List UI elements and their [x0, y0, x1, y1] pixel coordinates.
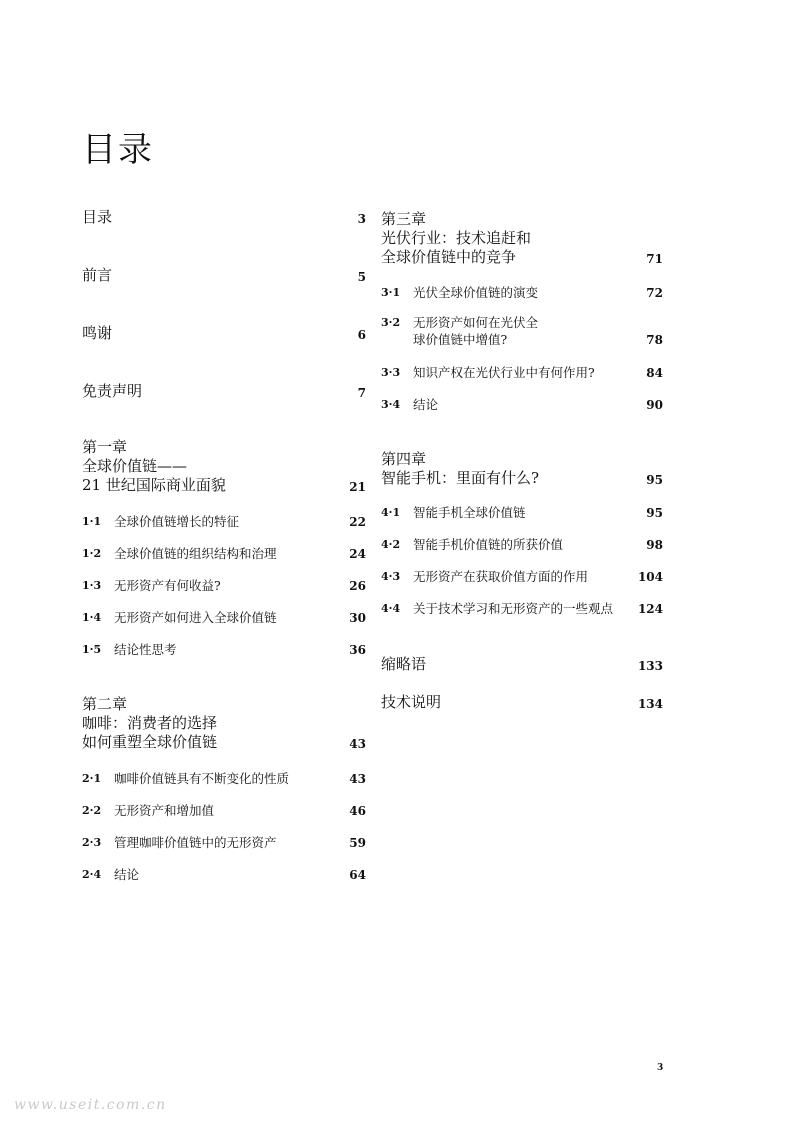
chapter-heading — [381, 210, 531, 267]
section-number: 2·2 — [82, 804, 102, 817]
section-title: 光伏全球价值链的演变 — [413, 285, 539, 300]
chapter-title-line: 21 世纪国际商业面貌 — [82, 476, 226, 494]
section-number: 1·2 — [82, 547, 102, 560]
toc-section-1-4[interactable] — [82, 608, 368, 626]
chapter-page: 95 — [646, 473, 663, 487]
section-page: 84 — [646, 366, 663, 380]
section-title: 无形资产有何收益? — [114, 578, 221, 593]
toc-section-2-2[interactable] — [82, 801, 368, 819]
section-number: 3·1 — [381, 286, 401, 299]
toc-entry-page: 3 — [357, 212, 366, 226]
chapter-title-line: 智能手机：里面有什么? — [381, 469, 540, 487]
section-number: 2·4 — [82, 868, 102, 881]
section-page: 104 — [637, 570, 663, 584]
section-title: 全球价值链的组织结构和治理 — [114, 546, 277, 561]
section-number: 1·4 — [82, 611, 102, 624]
toc-entry-acknowledgements[interactable] — [82, 323, 368, 343]
section-page: 24 — [349, 547, 366, 561]
chapter-label: 第三章 — [381, 210, 427, 228]
chapter-title-line: 咖啡：消费者的选择 — [82, 714, 218, 732]
toc-entry-label: 鸣谢 — [82, 324, 113, 342]
section-page: 72 — [646, 286, 663, 300]
chapter-title-line: 全球价值链—— — [82, 457, 188, 475]
section-page: 59 — [349, 836, 366, 850]
section-title: 无形资产在获取价值方面的作用 — [413, 569, 589, 584]
section-title: 知识产权在光伏行业中有何作用? — [413, 365, 595, 380]
toc-entry-preface[interactable] — [82, 265, 368, 285]
toc-section-1-2[interactable] — [82, 544, 368, 562]
chapter-page: 43 — [349, 737, 366, 751]
section-number: 3·4 — [381, 398, 401, 411]
section-page: 36 — [349, 643, 366, 657]
section-title: 全球价值链增长的特征 — [114, 514, 240, 529]
section-title: 智能手机价值链的所获价值 — [413, 537, 564, 552]
toc-chapter-3[interactable] — [381, 210, 665, 267]
section-title: 无形资产如何在光伏全 球价值链中增值? — [413, 315, 539, 347]
toc-entry-disclaimer[interactable] — [82, 381, 368, 401]
chapter-title-line: 全球价值链中的竞争 — [381, 248, 517, 266]
chapter-heading — [381, 450, 539, 488]
section-number: 1·5 — [82, 643, 102, 656]
section-page: 98 — [646, 538, 663, 552]
toc-entry-label: 前言 — [82, 266, 113, 284]
toc-section-2-3[interactable] — [82, 833, 368, 851]
page-number: 3 — [657, 1063, 664, 1073]
toc-entry-page: 5 — [357, 270, 366, 284]
page-title: 目录 — [82, 130, 154, 170]
toc-entry-label: 目录 — [82, 208, 113, 226]
section-page: 90 — [646, 398, 663, 412]
toc-section-3-4[interactable] — [381, 395, 665, 413]
toc-section-2-1[interactable] — [82, 769, 368, 787]
toc-chapter-1[interactable] — [82, 438, 368, 495]
toc-entry-technical-notes[interactable] — [381, 692, 665, 712]
section-number: 1·1 — [82, 515, 102, 528]
section-page: 64 — [349, 868, 366, 882]
toc-entry-page: 7 — [357, 386, 366, 400]
section-number: 3·2 — [381, 316, 401, 329]
section-title: 结论性思考 — [114, 642, 177, 657]
section-number: 4·4 — [381, 602, 401, 615]
section-number: 1·3 — [82, 579, 102, 592]
toc-section-3-1[interactable] — [381, 283, 665, 301]
section-number: 4·1 — [381, 506, 401, 519]
toc-section-4-4[interactable] — [381, 599, 665, 617]
toc-section-4-2[interactable] — [381, 535, 665, 553]
toc-entry-contents[interactable] — [82, 207, 368, 227]
watermark: www.useit.com.cn — [14, 1097, 167, 1113]
toc-entry-label: 技术说明 — [381, 693, 442, 711]
section-page: 95 — [646, 506, 663, 520]
section-title: 结论 — [413, 397, 439, 412]
section-page: 22 — [349, 515, 366, 529]
toc-entry-label: 免责声明 — [82, 382, 143, 400]
toc-entry-page: 133 — [637, 659, 663, 673]
toc-section-1-3[interactable] — [82, 576, 368, 594]
section-number: 4·2 — [381, 538, 401, 551]
chapter-heading — [82, 695, 217, 752]
toc-chapter-2[interactable] — [82, 695, 368, 752]
toc-entry-abbreviations[interactable] — [381, 654, 665, 674]
toc-section-3-3[interactable] — [381, 363, 665, 381]
toc-entry-label: 缩略语 — [381, 655, 427, 673]
toc-section-4-1[interactable] — [381, 503, 665, 521]
section-number: 2·1 — [82, 772, 102, 785]
toc-section-1-5[interactable] — [82, 640, 368, 658]
section-title: 无形资产和增加值 — [114, 803, 215, 818]
chapter-label: 第二章 — [82, 695, 128, 713]
toc-entry-page: 6 — [357, 328, 366, 342]
toc-section-2-4[interactable] — [82, 865, 368, 883]
section-title: 结论 — [114, 867, 140, 882]
section-number: 2·3 — [82, 836, 102, 849]
toc-entry-page: 134 — [637, 697, 663, 711]
chapter-title-line: 光伏行业：技术追赶和 — [381, 229, 532, 247]
section-title: 管理咖啡价值链中的无形资产 — [114, 835, 277, 850]
section-number: 3·3 — [381, 366, 401, 379]
chapter-page: 21 — [349, 480, 366, 494]
chapter-page: 71 — [646, 252, 663, 266]
toc-section-1-1[interactable] — [82, 512, 368, 530]
toc-section-3-2[interactable] — [381, 314, 665, 348]
chapter-heading — [82, 438, 226, 495]
chapter-title-line: 如何重塑全球价值链 — [82, 733, 218, 751]
toc-chapter-4[interactable] — [381, 450, 665, 488]
section-page: 124 — [637, 602, 663, 616]
section-number: 4·3 — [381, 570, 401, 583]
section-page: 78 — [646, 333, 663, 347]
section-page: 26 — [349, 579, 366, 593]
section-page: 43 — [349, 772, 366, 786]
chapter-label: 第一章 — [82, 438, 128, 456]
chapter-label: 第四章 — [381, 450, 427, 468]
section-title: 无形资产如何进入全球价值链 — [114, 610, 277, 625]
section-page: 30 — [349, 611, 366, 625]
section-title: 关于技术学习和无形资产的一些观点 — [413, 601, 614, 616]
toc-section-4-3[interactable] — [381, 567, 665, 585]
section-title: 咖啡价值链具有不断变化的性质 — [114, 771, 290, 786]
section-page: 46 — [349, 804, 366, 818]
section-title: 智能手机全球价值链 — [413, 505, 526, 520]
